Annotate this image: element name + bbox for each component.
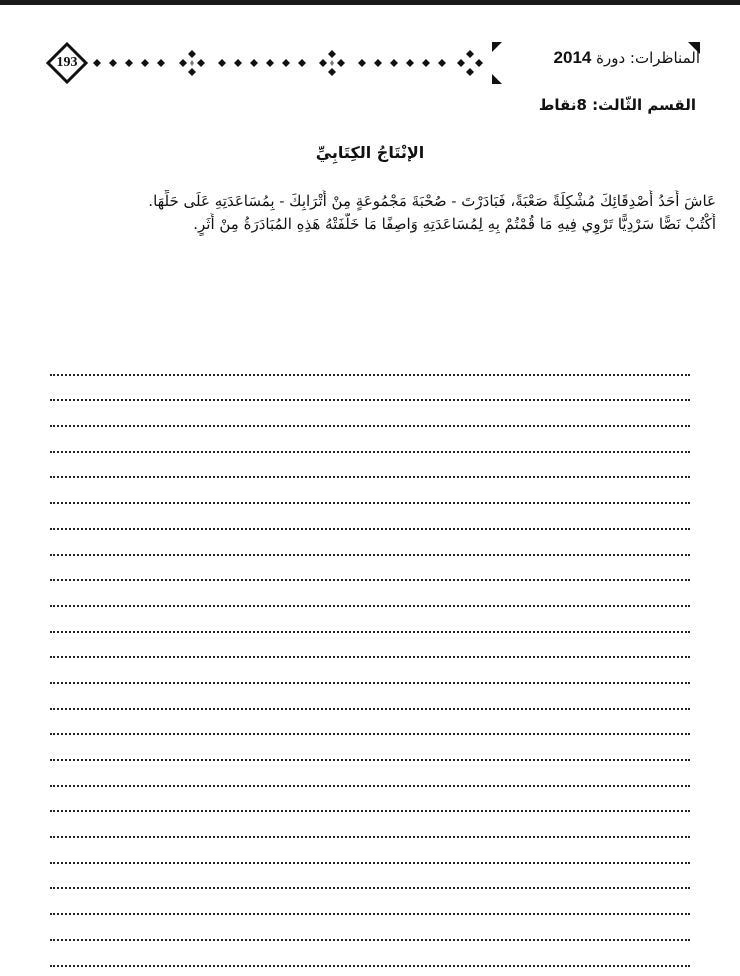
page-number-badge [46,42,88,84]
answer-lines [50,353,690,970]
answer-line[interactable] [50,559,690,585]
answer-line[interactable] [50,430,690,456]
exam-label: المناظرات: دورة [596,49,700,67]
task-prompt [16,190,716,236]
answer-line[interactable] [50,738,690,764]
answer-line[interactable] [50,610,690,636]
answer-line[interactable] [50,790,690,816]
corner-bracket-icon [492,42,502,52]
answer-line[interactable] [50,636,690,662]
exam-title [554,48,700,68]
answer-line[interactable] [50,815,690,841]
answer-line[interactable] [50,892,690,918]
exam-year: 2014 [553,48,592,67]
answer-line[interactable] [50,841,690,867]
answer-line[interactable] [50,507,690,533]
prompt-line-2: أُكْتُبْ نَصًّا سَرْدِيًّا تَرْوِي فِيهِ مَا قُمْتُمْ بِهِ لِمُسَاعَدَتِهِ وَاصِفًا مَا خَلَّفَتْهُ هَذِهِ المُبَادَرَةُ مِنْ أَثَرٍ. [193,215,716,233]
answer-line[interactable] [50,713,690,739]
task-title: الإنْتَاجُ الكِتَابِيِّ [315,143,425,162]
top-border-rule [0,0,740,5]
answer-line[interactable] [50,867,690,893]
answer-line[interactable] [50,584,690,610]
answer-line[interactable] [50,456,690,482]
section-points: 8نقاط [538,96,587,114]
answer-line[interactable] [50,661,690,687]
answer-line[interactable] [50,944,690,970]
page-number: 193 [56,55,78,70]
prompt-line-1: عَاشَ أَحَدُ أَصْدِقَائِكَ مُشْكِلَةً صَعْبَةً، فَبَادَرْتَ - صُحْبَةَ مَجْمُوعَةٍ مِنْ أَتْرَابِكَ - بِمُسَاعَدَتِهِ عَلَى حَلِّهَا. [148,192,716,210]
answer-line[interactable] [50,533,690,559]
answer-line[interactable] [50,353,690,379]
diamond-ornament-icon [92,38,522,88]
answer-line[interactable] [50,764,690,790]
answer-line[interactable] [50,481,690,507]
answer-line[interactable] [50,404,690,430]
answer-line[interactable] [50,687,690,713]
answer-line[interactable] [50,918,690,944]
answer-line[interactable] [50,379,690,405]
section-label: القسم الثّالث: [592,96,696,114]
section-heading [539,96,696,114]
